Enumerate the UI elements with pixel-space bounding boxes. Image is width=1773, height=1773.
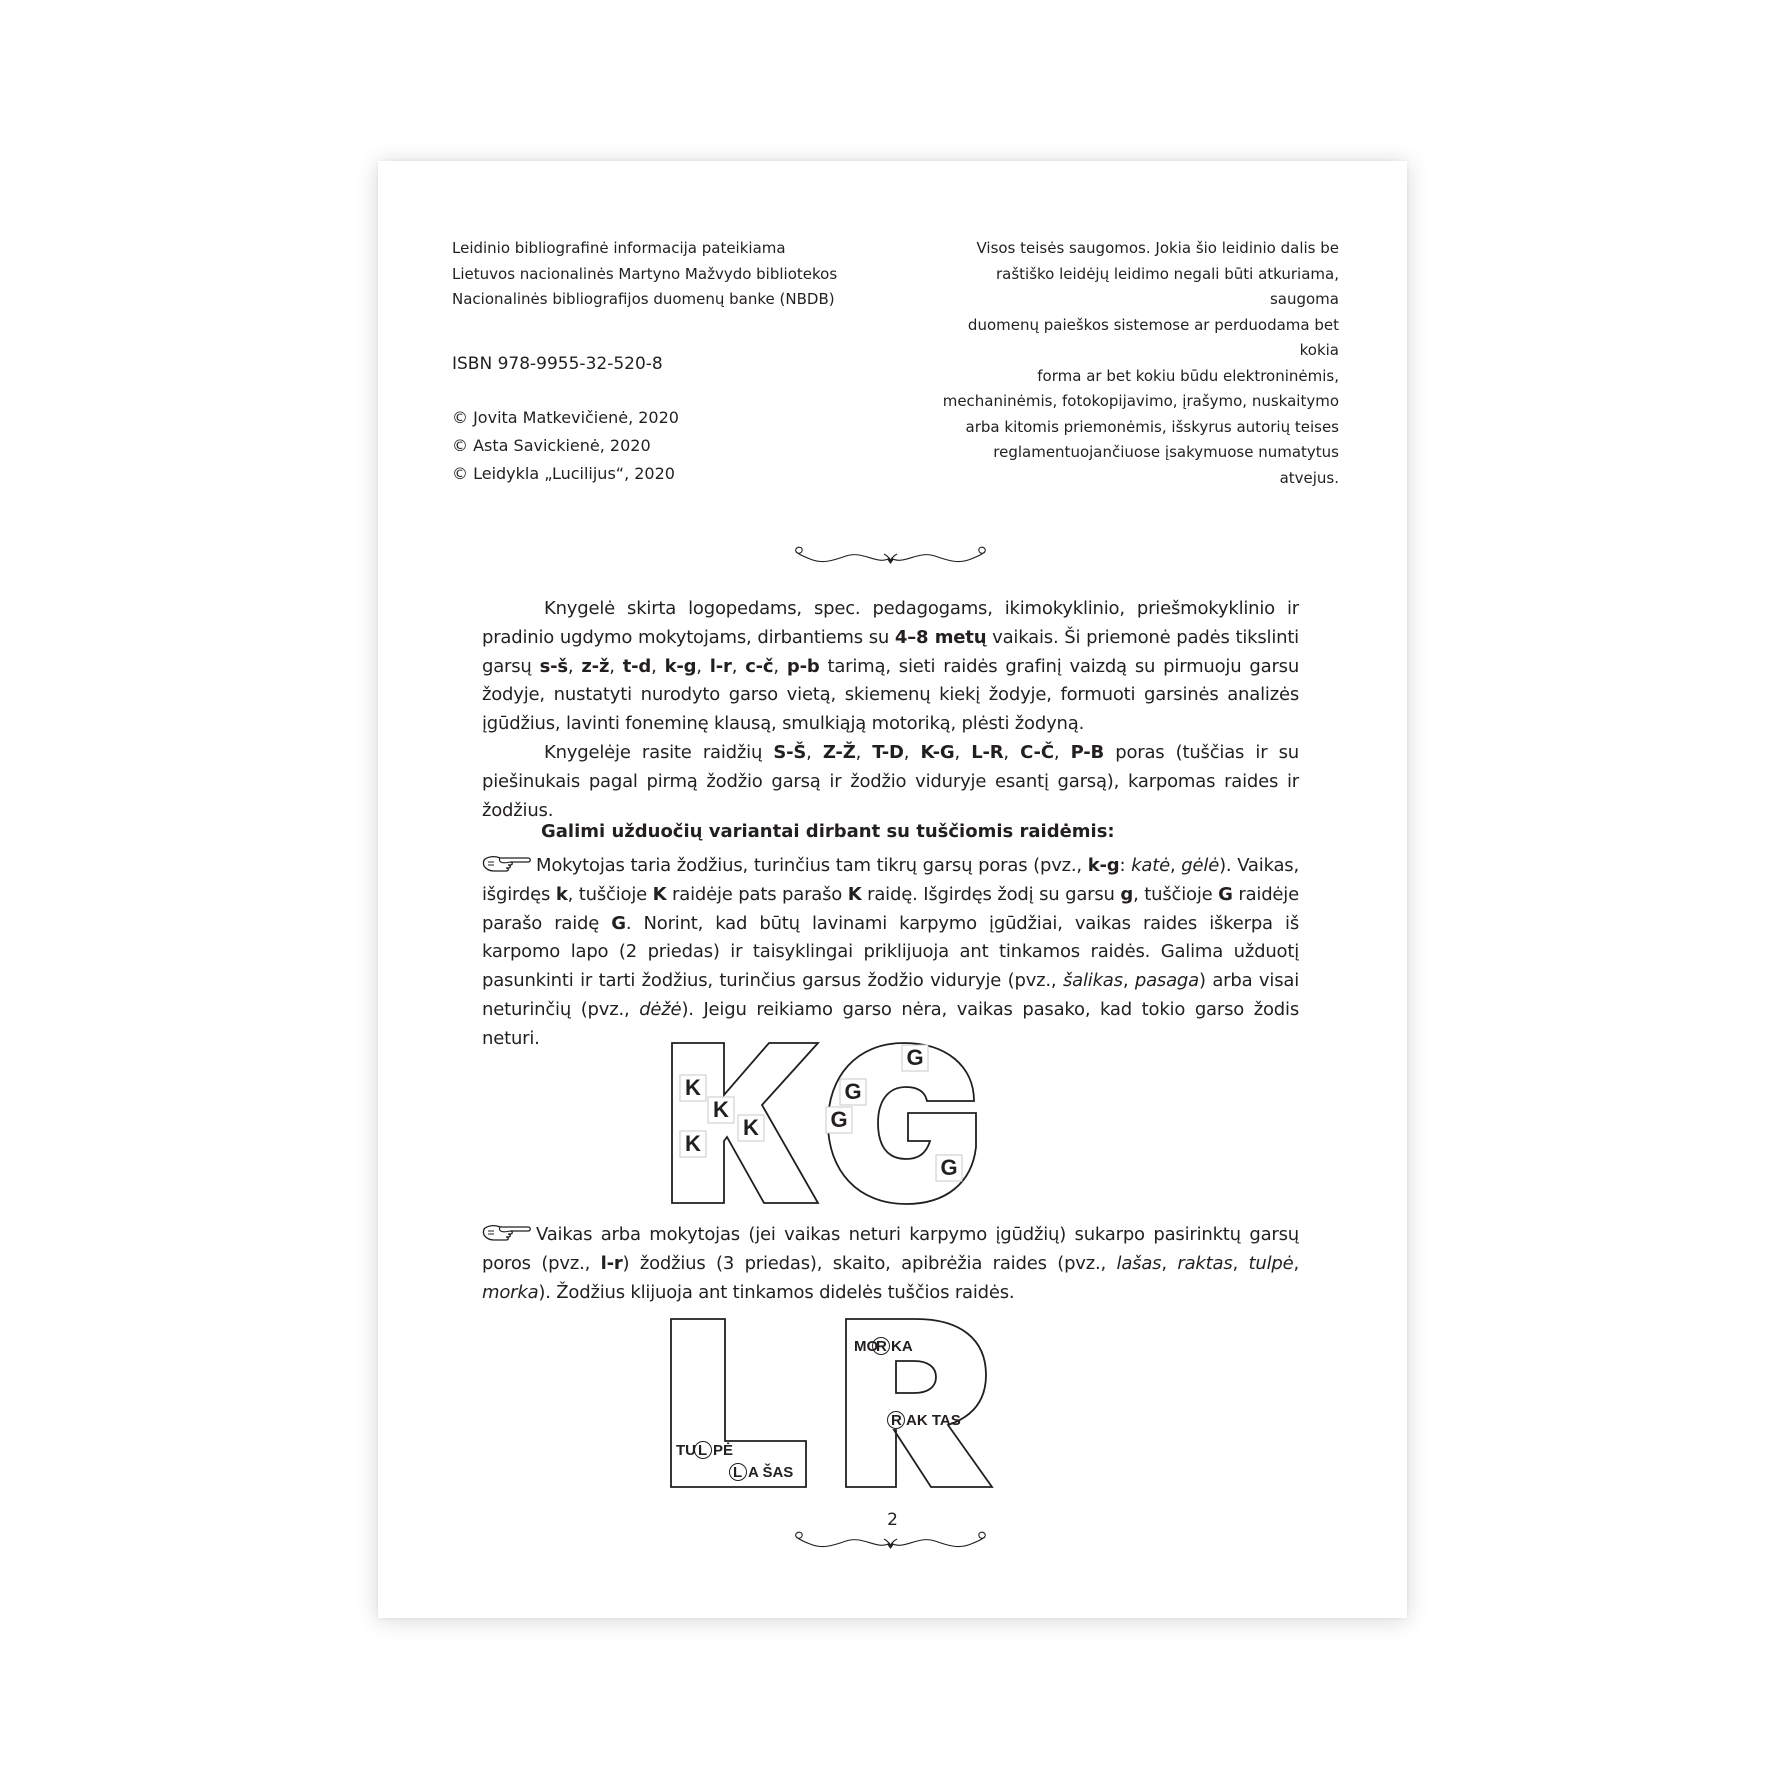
bold-text: G [611, 912, 626, 934]
text-run: tarimą, sieti raidės grafinį vaizdą su pirmuoju garsu žodyje, nustatyti nurodyto garso vietą, skiemenų kiekį žodyje, formuoti garsinės analizės įgūdžius, lavinti foneminę klausą, smulkiąją motoriką, plėsti žodyną. [482, 655, 1300, 735]
copyright-block [452, 404, 679, 488]
bold-text: k [555, 883, 568, 905]
text-run: : [1119, 855, 1132, 876]
text-run: poras (tuščias ir su piešinukais pagal pirmą žodžio garsą ir žodžio viduryje esantį garsą), karpomas raides ir žodžius. [482, 741, 1300, 821]
bold-text: K-G [920, 741, 955, 763]
text-run: , tuščioje [567, 883, 653, 905]
text-run: , [954, 741, 972, 763]
svg-text:R: R [876, 1338, 887, 1355]
svg-text:K: K [713, 1097, 729, 1122]
rights-notice [933, 236, 1339, 491]
bold-text: 4–8 metų [894, 626, 987, 648]
bold-text: S-Š [773, 741, 807, 763]
svg-text:G: G [940, 1155, 958, 1180]
text-run: , [696, 655, 710, 677]
bold-text: k-g [664, 655, 697, 677]
copyright-line: © Jovita Matkevičienė, 2020 [452, 408, 679, 427]
k-letter-tile [680, 1075, 706, 1101]
italic-example-word: lašas [1116, 1252, 1162, 1274]
text-run: Knygelė skirta logopedams, spec. pedagogams, ikimokyklinio, priešmokyklinio ir pradinio ugdymo mokytojams, dirbantiems su [482, 598, 1299, 648]
g-letter-tile [936, 1155, 962, 1181]
bold-text: T-D [872, 741, 904, 763]
copyright-line: © Leidykla „Lucilijus“, 2020 [452, 464, 675, 483]
text-run: , [1122, 970, 1135, 992]
italic-example-word: morka [482, 1281, 539, 1303]
k-letter-tile [708, 1097, 734, 1123]
bold-text: t-d [622, 655, 652, 677]
svg-text:MO: MO [854, 1338, 879, 1355]
g-letter-tile [826, 1107, 852, 1133]
svg-text:G: G [906, 1045, 924, 1070]
bold-text: L-R [971, 741, 1004, 763]
document-page [378, 161, 1407, 1618]
l-word-label [676, 1442, 733, 1460]
svg-text:K: K [743, 1115, 759, 1140]
isbn: ISBN 978-9955-32-520-8 [452, 354, 663, 374]
pointing-hand-icon [482, 1222, 532, 1244]
text-run: , [1161, 1252, 1178, 1274]
rights-line: reglamentuojančiuose įsakymuose numatytus atvejus. [993, 443, 1339, 487]
text-run: , [773, 655, 787, 677]
g-letter-tile [840, 1079, 866, 1105]
intro-paragraph-2 [482, 739, 1299, 825]
text-run: ). Žodžius klijuoja ant tinkamos didelės tuščios raidės. [538, 1281, 1015, 1303]
text-run: raidėje pats parašo [666, 883, 848, 905]
l-word-label [730, 1463, 794, 1481]
lr-letters-figure [668, 1315, 1028, 1490]
intro-paragraph-1 [482, 595, 1299, 739]
text-run: , [1169, 855, 1182, 876]
svg-text:R: R [891, 1412, 902, 1429]
page-number: 2 [887, 1510, 898, 1530]
k-letter-tile [680, 1131, 706, 1157]
text-run: , tuščioje [1133, 883, 1219, 905]
kg-letters-figure [668, 1041, 1028, 1206]
italic-example-word: dėžė [639, 998, 682, 1020]
bold-text: G [1218, 883, 1233, 905]
svg-text:L: L [698, 1442, 708, 1459]
italic-example-word: šalikas [1062, 970, 1123, 992]
italic-example-word: tulpė [1248, 1252, 1294, 1274]
text-run: , [1232, 1252, 1249, 1274]
decorative-flourish-icon [788, 544, 993, 568]
text-run: Vaikas arba mokytojas (jei vaikas neturi karpymo įgūdžių) sukarpo pasirinktų garsų poros (pvz., [482, 1224, 1299, 1274]
italic-example-word: pasaga [1134, 970, 1199, 992]
svg-text:AK TAS: AK TAS [906, 1412, 961, 1429]
svg-text:G: G [830, 1107, 848, 1132]
italic-example-word: raktas [1177, 1252, 1233, 1274]
bold-text: K [847, 883, 862, 905]
bold-text: k-g [1087, 855, 1120, 876]
bold-text: l-r [600, 1252, 623, 1274]
bold-text: K [652, 883, 667, 905]
text-run: , [903, 741, 921, 763]
rights-line: duomenų paieškos sistemose ar perduodama bet kokia [967, 315, 1339, 359]
biblio-line: Lietuvos nacionalinės Martyno Mažvydo bibliotekos [452, 264, 838, 283]
text-run: , [567, 655, 582, 677]
svg-text:G: G [844, 1079, 862, 1104]
svg-text:K: K [685, 1131, 701, 1156]
svg-text:L: L [733, 1464, 743, 1481]
text-run: raidę. Išgirdęs žodį su garsu [861, 883, 1121, 905]
italic-example-word: katė [1131, 855, 1170, 876]
k-letter-tile [738, 1115, 764, 1141]
biblio-line: Leidinio bibliografinė informacija pateikiama [452, 239, 786, 257]
text-run: , [731, 655, 746, 677]
bold-text: s-š [539, 655, 568, 677]
text-run: raidėje parašo raidę [482, 883, 1299, 934]
l-letter-outline [671, 1319, 806, 1487]
intro-section [482, 595, 1299, 825]
task-2-section [482, 1221, 1299, 1307]
rights-line: Visos teisės saugomos. Jokia šio leidinio dalis be [976, 239, 1339, 257]
text-run: , [855, 741, 873, 763]
r-word-label [854, 1338, 913, 1356]
text-run: , [806, 741, 823, 763]
text-run: , [1053, 741, 1071, 763]
text-run: vaikais. Ši priemonė padės tikslinti garsų [482, 626, 1299, 677]
svg-text:TU: TU [676, 1442, 696, 1459]
rights-line: mechaninėmis, fotokopijavimo, įrašymo, nuskaitymo [942, 392, 1339, 410]
tasks-heading: Galimi užduočių variantai dirbant su tuščiomis raidėmis: [541, 821, 1115, 842]
text-run: , [651, 655, 665, 677]
svg-text:PĖ: PĖ [713, 1442, 734, 1459]
italic-example-word: gėlė [1181, 855, 1220, 876]
bold-text: g [1120, 883, 1134, 905]
text-run: ). Jeigu reikiamo garso nėra, vaikas pasako, kad tokio garso žodis neturi. [482, 998, 1300, 1049]
text-run: . Norint, kad būtų lavinami karpymo įgūdžiai, vaikas raides iškerpa iš karpomo lapo (2 priedas) ir taisyklingai priklijuoja ant tinkamos raidės. Galima užduotį pasunkinti ir tarti žodžius, turinčius garsus žodžio viduryje (pvz., [482, 912, 1299, 992]
r-word-label [888, 1412, 961, 1430]
g-letter-tile [902, 1045, 928, 1071]
bold-text: z-ž [581, 655, 610, 677]
text-run: ) arba visai neturinčių (pvz., [482, 970, 1299, 1020]
bold-text: C-Č [1020, 741, 1054, 763]
bold-text: Z-Ž [822, 741, 856, 763]
text-run: ) žodžius (3 priedas), skaito, apibrėžia raides (pvz., [622, 1252, 1117, 1274]
rights-line: raštiško leidėjų leidimo negali būti atkuriama, saugoma [995, 264, 1339, 308]
rights-line: arba kitomis priemonėmis, išskyrus autorių teises [965, 417, 1339, 436]
biblio-line: Nacionalinės bibliografijos duomenų banke (NBDB) [452, 290, 835, 308]
bibliographic-info [452, 236, 872, 313]
task-1-section [482, 852, 1299, 1054]
task-1-text [482, 855, 1299, 1049]
text-run: , [609, 655, 623, 677]
text-run: , [1003, 741, 1021, 763]
text-run: Mokytojas taria žodžius, turinčius tam tikrų garsų poras (pvz., [536, 855, 1088, 876]
rights-line: forma ar bet kokiu būdu elektroninėmis, [1037, 366, 1339, 385]
svg-text:A ŠAS: A ŠAS [748, 1464, 794, 1481]
text-run: Knygelėje rasite raidžių [544, 741, 774, 763]
pointing-hand-icon [482, 853, 532, 875]
copyright-line: © Asta Savickienė, 2020 [452, 436, 651, 455]
bold-text: c-č [745, 655, 774, 677]
text-run: , [1293, 1252, 1300, 1274]
bold-text: l-r [709, 655, 732, 677]
svg-text:K: K [685, 1075, 701, 1100]
text-run: ). Vaikas, išgirdęs [482, 855, 1300, 905]
svg-text:KA: KA [891, 1338, 913, 1355]
bold-text: p-b [786, 655, 820, 677]
decorative-flourish-icon [788, 1529, 993, 1553]
bold-text: P-B [1070, 741, 1105, 763]
task-2-text [482, 1224, 1299, 1303]
